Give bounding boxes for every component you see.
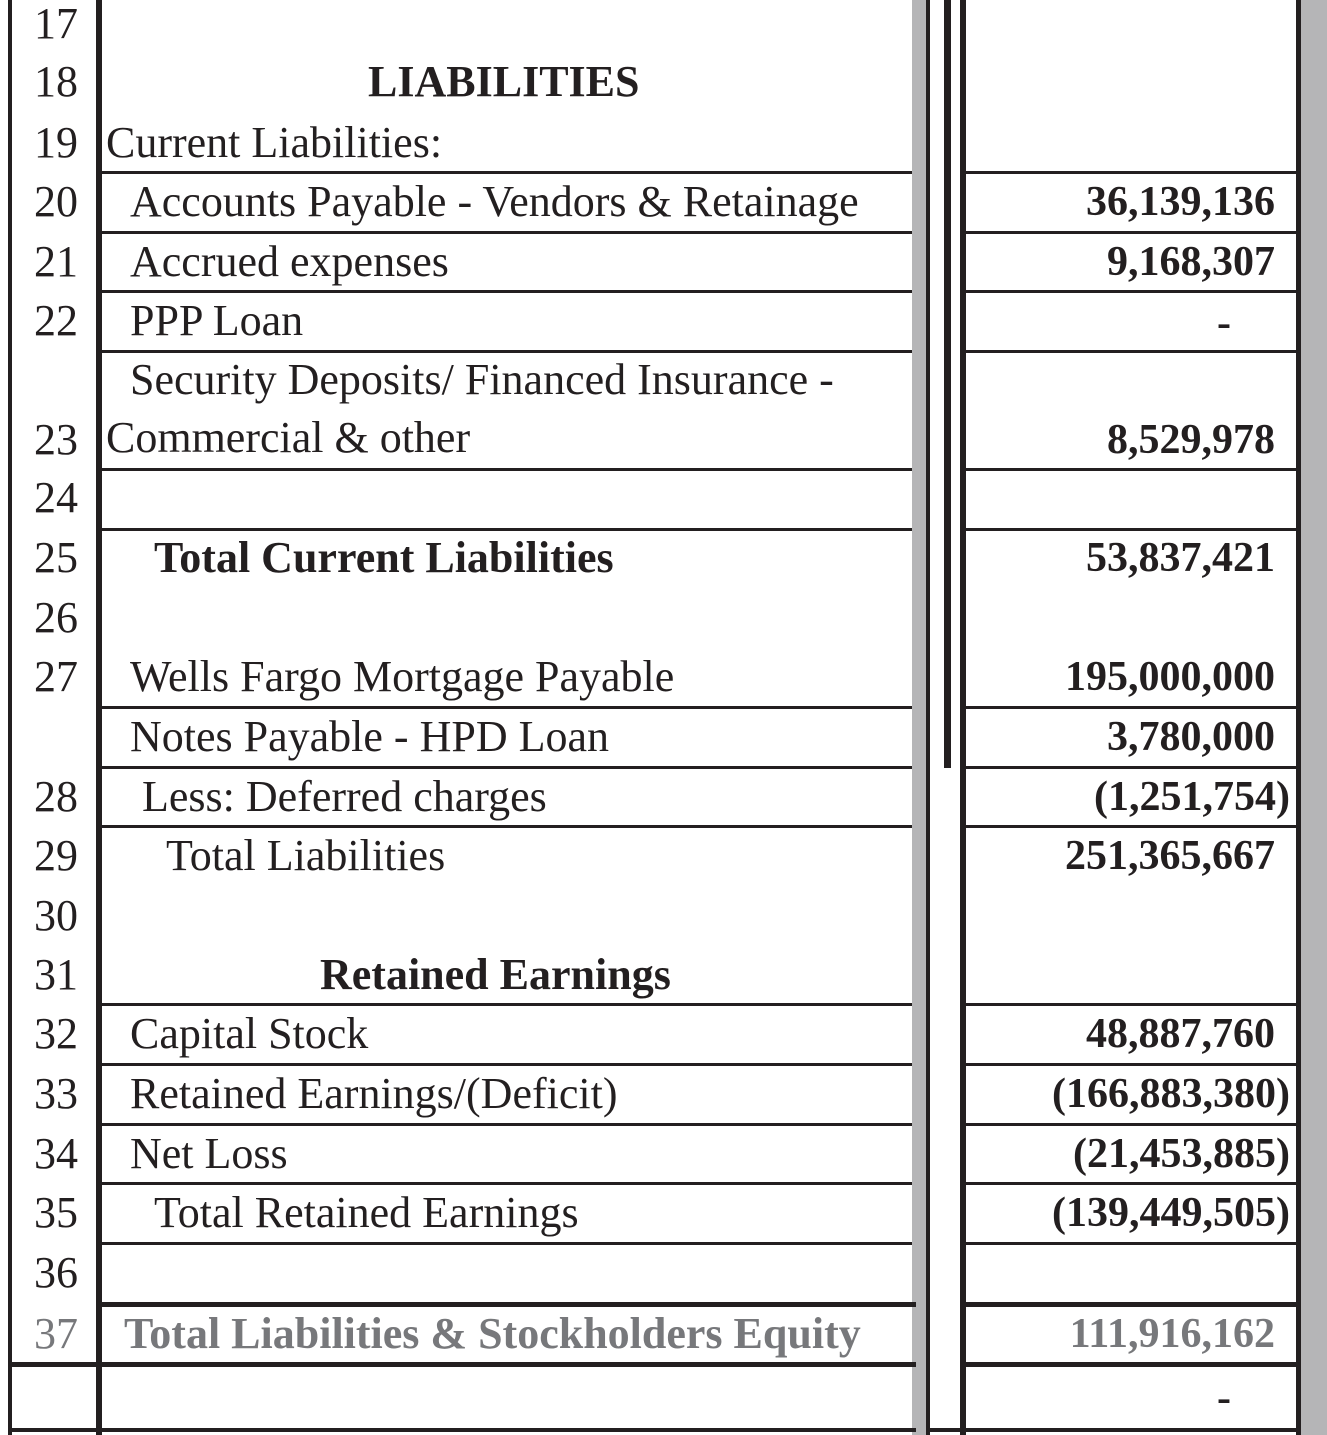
line-item-value: 36,139,136 <box>1086 179 1275 225</box>
line-item-label: Less: Deferred charges <box>142 772 547 821</box>
line-item-label: Notes Payable - HPD Loan <box>130 712 610 761</box>
row-number: 35 <box>34 1188 78 1237</box>
line-item-label-line1: Security Deposits/ Financed Insurance - <box>130 355 834 404</box>
line-item-label: Net Loss <box>130 1129 288 1178</box>
line-item-value: 3,780,000 <box>1107 714 1275 760</box>
row-number: 24 <box>34 473 78 522</box>
row-number: 21 <box>34 237 78 286</box>
row-number: 26 <box>34 593 78 642</box>
row-number: 17 <box>34 0 78 48</box>
line-item-label: PPP Loan <box>130 296 304 345</box>
line-item-value: 9,168,307 <box>1107 239 1275 285</box>
line-item-value: 195,000,000 <box>1065 654 1275 700</box>
line-item-label: Accounts Payable - Vendors & Retainage <box>130 177 859 226</box>
row-number: 33 <box>34 1069 78 1118</box>
line-item-value: 8,529,978 <box>1107 417 1275 463</box>
row-number: 32 <box>34 1009 78 1058</box>
line-item-label: Retained Earnings/(Deficit) <box>130 1069 618 1118</box>
line-item-label: Commercial & other <box>106 413 471 462</box>
row-number: 18 <box>34 57 78 106</box>
row-number: 30 <box>34 891 78 940</box>
line-item-value: (166,883,380) <box>1052 1071 1290 1117</box>
row-number: 19 <box>34 118 78 167</box>
row-number: 29 <box>34 831 78 880</box>
row-number: 27 <box>34 652 78 701</box>
row-number: 34 <box>34 1129 78 1178</box>
line-item-label: Wells Fargo Mortgage Payable <box>130 652 675 701</box>
line-item-value: - <box>1217 1375 1231 1421</box>
section-heading-liabilities: LIABILITIES <box>368 57 640 106</box>
rownum-divider <box>96 0 102 1435</box>
double-line-b <box>944 0 951 768</box>
total-label: Total Retained Earnings <box>154 1188 579 1237</box>
line-item-label: Capital Stock <box>130 1009 369 1058</box>
subheading-current-liabilities: Current Liabilities: <box>106 118 443 167</box>
row-number: 22 <box>34 296 78 345</box>
line-item-label: Accrued expenses <box>130 237 449 286</box>
grand-total-value: 111,916,162 <box>1069 1311 1275 1357</box>
row-number: 25 <box>34 533 78 582</box>
row-number: 20 <box>34 177 78 226</box>
double-line-a <box>926 0 930 1435</box>
grand-total-label: Total Liabilities & Stockholders Equity <box>124 1309 861 1358</box>
total-value: 251,365,667 <box>1065 833 1275 879</box>
line-item-value: - <box>1217 300 1231 346</box>
subtotal-value: 53,837,421 <box>1086 535 1275 581</box>
row-number: 31 <box>34 950 78 999</box>
row-number: 23 <box>34 415 78 464</box>
line-item-value: (1,251,754) <box>1094 774 1290 820</box>
row-number: 36 <box>34 1248 78 1297</box>
subtotal-label: Total Current Liabilities <box>154 533 614 582</box>
line-item-value: (21,453,885) <box>1073 1131 1290 1177</box>
grey-band-right <box>1301 0 1327 1435</box>
total-value: (139,449,505) <box>1052 1190 1290 1236</box>
line-item-value: 48,887,760 <box>1086 1011 1275 1057</box>
row-number: 37 <box>34 1309 78 1358</box>
value-left-border <box>960 0 966 1435</box>
grey-band-left <box>912 0 926 1435</box>
total-label: Total Liabilities <box>166 831 446 880</box>
section-heading-retained-earnings: Retained Earnings <box>320 950 671 999</box>
row-number: 28 <box>34 772 78 821</box>
